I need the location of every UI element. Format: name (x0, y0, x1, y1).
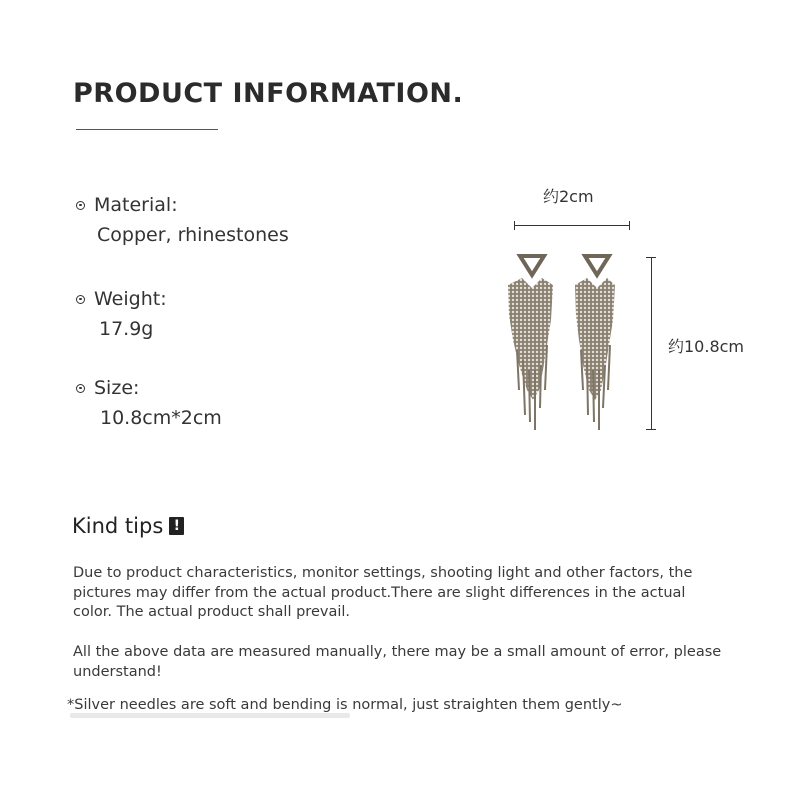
title-divider (76, 129, 218, 130)
bullet-icon (76, 295, 85, 304)
spec-weight-value: 17.9g (99, 318, 154, 340)
spec-material-value: Copper, rhinestones (97, 224, 289, 246)
exclamation-icon: ! (169, 517, 184, 535)
earrings-image (495, 250, 625, 435)
page-title: PRODUCT INFORMATION. (73, 78, 464, 109)
spec-material (76, 194, 289, 246)
height-dimension-label: 约10.8cm (668, 337, 745, 356)
width-dimension-line (514, 225, 630, 226)
spec-weight (76, 288, 167, 340)
note-highlight (70, 713, 350, 718)
bullet-icon (76, 384, 85, 393)
spec-size (76, 377, 222, 429)
width-dimension-tick-right (629, 221, 630, 230)
width-dimension-tick-left (514, 221, 515, 230)
earring-left (508, 256, 553, 430)
needle-note: *Silver needles are soft and bending is normal, just straighten them gently~ (67, 697, 623, 713)
earring-right (575, 256, 615, 430)
height-dimension-tick-top (646, 257, 656, 258)
spec-size-label: Size: (94, 377, 140, 399)
bullet-icon (76, 201, 85, 210)
spec-material-label: Material: (94, 194, 178, 216)
height-dimension-line (651, 257, 652, 429)
disclaimer-paragraph: Due to product characteristics, monitor settings, shooting light and other factors, the pictures may differ from the actual product.There are slight differences in the actual color. The actual product shall prevail. (73, 565, 693, 620)
width-dimension-label: 约2cm (543, 187, 594, 206)
height-dimension-tick-bottom (646, 429, 656, 430)
spec-weight-label: Weight: (94, 288, 167, 310)
measurement-paragraph: All the above data are measured manually, there may be a small amount of error, please understand! (73, 644, 722, 680)
kind-tips-heading (72, 514, 184, 538)
kind-tips-title: Kind tips (72, 514, 164, 538)
spec-size-value: 10.8cm*2cm (100, 407, 222, 429)
